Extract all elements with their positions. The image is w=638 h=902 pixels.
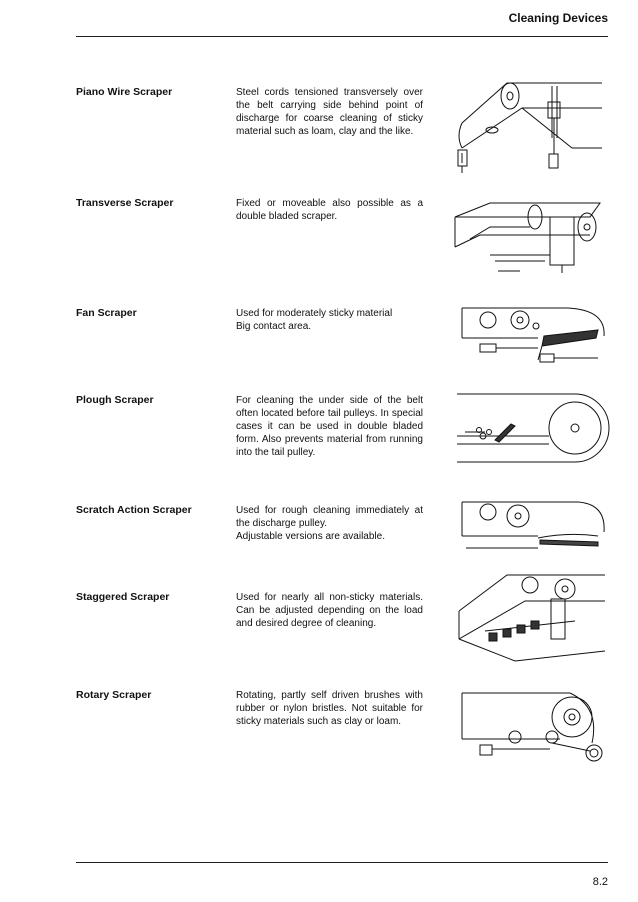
rotary-scraper-illustration <box>460 687 620 775</box>
entry-description-line: Big contact area. <box>236 321 312 332</box>
entry-name: Scratch Action Scraper <box>76 504 192 516</box>
entry-description-line: Used for moderately sticky material <box>236 308 393 319</box>
header-rule <box>76 36 608 37</box>
entry-description: Fixed or moveable also possible as a double bladed scraper. <box>236 198 423 222</box>
entry-description-line: Used for rough cleaning immediately at the discharge pulley. <box>236 505 423 529</box>
staggered-scraper-illustration <box>455 571 615 663</box>
entry-name: Rotary Scraper <box>76 689 152 701</box>
plough-scraper-illustration <box>455 390 615 472</box>
entry-name: Plough Scraper <box>76 394 154 406</box>
entry-name: Transverse Scraper <box>76 197 174 209</box>
fan-scraper-illustration <box>458 298 618 376</box>
entry-description: Rotating, partly self driven brushes with rubber or nylon bristles. Not suitable for sticky materials such as clay or loam. <box>236 690 423 727</box>
entry-name: Staggered Scraper <box>76 591 170 603</box>
entry-description-line: Adjustable versions are available. <box>236 531 385 542</box>
entry-description: Used for nearly all non-sticky materials. Can be adjusted depending on the load and desired degree of cleaning. <box>236 592 423 629</box>
entry-name: Fan Scraper <box>76 307 137 319</box>
footer-rule <box>76 862 608 863</box>
header-title: Cleaning Devices <box>508 11 608 25</box>
entry-name: Piano Wire Scraper <box>76 86 173 98</box>
entry-description <box>236 504 423 543</box>
entry-description: For cleaning the under side of the belt often located before tail pulleys. In special cases it can be used in double bladed form. Also prevents material from running into the tail pulley. <box>236 395 423 458</box>
entry-description: Steel cords tensioned transversely over the belt carrying side behind point of discharge for coarse cleaning of sticky material such as loam, clay and the like. <box>236 87 423 137</box>
transverse-scraper-illustration <box>450 199 610 277</box>
entry-description <box>236 307 423 333</box>
page-number: 8.2 <box>592 876 608 888</box>
scratch-action-scraper-illustration <box>458 492 618 560</box>
piano-wire-scraper-illustration <box>452 78 612 188</box>
